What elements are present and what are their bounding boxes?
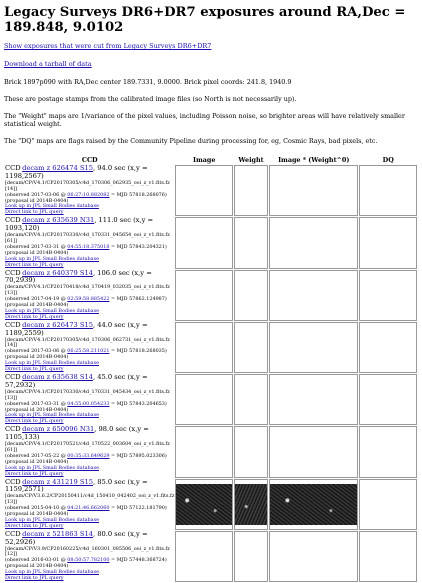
ccd-file-path: [decam/CP/V4.1/CP20170305/c4d_170306_062935_ooi_z_v1.fits.fz [14]] xyxy=(5,179,170,192)
ccd-exposure: , 94.0 sec (x,y = 1198,2567) xyxy=(5,164,148,180)
table-row xyxy=(5,374,417,425)
obs-prefix: (observed 2015-04-10 @ xyxy=(5,505,68,512)
ccd-info-cell xyxy=(5,479,174,530)
ccd-exposure: , 111.0 sec (x,y = 1093,120) xyxy=(5,216,154,233)
dq-cell xyxy=(359,479,417,530)
proposal-id: (proposal id 2014B-0404) xyxy=(5,354,69,361)
image-weight-cell xyxy=(269,217,358,268)
image-weight-cell xyxy=(269,479,358,530)
ccd-link[interactable]: decam z 626474 S15 xyxy=(22,164,94,172)
ccd-exposure: , 106.0 sec (x,y = 70,2939) xyxy=(5,268,152,285)
ccd-link[interactable]: decam z 431219 S15 xyxy=(22,477,94,486)
image-cell xyxy=(175,322,233,373)
dq-cell xyxy=(359,374,417,425)
weight-cell xyxy=(234,374,268,425)
proposal-id: (proposal id 2014B-0404) xyxy=(5,458,69,465)
image-cell xyxy=(175,165,233,216)
obs-suffix: = MJD 57895.023306) xyxy=(109,452,167,459)
obs-suffix: = MJD 57818.268035) xyxy=(109,348,167,355)
obs-time-link[interactable]: 00:35:33.649629 xyxy=(67,452,110,459)
obs-prefix: (observed 2016-03-01 @ xyxy=(5,557,68,564)
obs-suffix: = MJD 57122.181790) xyxy=(109,505,167,512)
table-row xyxy=(5,322,417,373)
proposal-id: (proposal id 2014B-0404) xyxy=(5,406,69,413)
dq-cell xyxy=(359,426,417,477)
header-image-weight: Image * (Weight^0) xyxy=(278,155,350,164)
ccd-file-path: [decam/CP/V4.1/CP20170330/c4d_170331_045434_ooi_z_v1.fits.fz [13]] xyxy=(5,388,170,401)
jpl-lookup-link[interactable]: Look up in JPL Small Bodies database xyxy=(5,255,99,262)
obs-suffix: = MJD 57843.204321) xyxy=(109,243,167,250)
ccd-link[interactable]: decam z 635638 S14 xyxy=(22,373,94,381)
jpl-direct-link[interactable]: Direct link to JPL query xyxy=(5,418,64,425)
ccd-link[interactable]: decam z 626473 S15 xyxy=(22,320,94,329)
ccd-label: CCD xyxy=(5,373,21,381)
weight-cell xyxy=(234,322,268,373)
obs-prefix: (observed 2017-03-31 @ xyxy=(5,243,68,250)
table-row xyxy=(5,531,417,582)
brick-info: Brick 1897p090 with RA,Dec center 189.7331, 9.0000. Brick pixel coords: 241.8, 1940.9 xyxy=(4,78,292,86)
obs-suffix: = MJD 57862.124987) xyxy=(109,296,167,303)
ccd-link[interactable]: decam z 635639 N31 xyxy=(22,216,95,225)
weight-cell xyxy=(234,270,268,321)
obs-time-link[interactable]: 04:55:18.375018 xyxy=(67,243,110,250)
jpl-direct-link[interactable]: Direct link to JPL query xyxy=(5,209,64,216)
obs-time-link[interactable]: 02:59:58.885422 xyxy=(67,296,110,303)
table-row xyxy=(5,479,417,530)
exposures-table xyxy=(4,154,418,583)
image-cell xyxy=(175,374,233,425)
obs-prefix: (observed 2017-03-31 @ xyxy=(5,400,68,407)
jpl-direct-link[interactable]: Direct link to JPL query xyxy=(5,366,64,373)
ccd-label: CCD xyxy=(5,477,21,486)
ccd-file-path: [decam/CP/V4.1/CP20170330/c4d_170331_045654_ooi_z_v1.fits.fz [61]] xyxy=(5,232,170,244)
table-header-row xyxy=(5,155,417,164)
image-weight-cell xyxy=(269,531,358,582)
ccd-exposure: , 98.0 sec (x,y = 1105,133) xyxy=(5,425,149,442)
ccd-exposure: , 45.0 sec (x,y = 57,2932) xyxy=(5,373,148,389)
ccd-label: CCD xyxy=(5,216,21,225)
proposal-id: (proposal id 2014B-0404) xyxy=(5,302,69,309)
download-tarball-link[interactable]: Download a tarball of data xyxy=(4,60,92,68)
ccd-file-path: [decam/CP/V4.1/CP20170305/c4d_170306_062731_ooi_z_v1.fits.fz [14]] xyxy=(5,336,170,349)
dq-cell xyxy=(359,217,417,268)
image-weight-cell xyxy=(269,165,358,216)
ccd-info-cell xyxy=(5,322,174,373)
obs-time-link[interactable]: 04:21:46.662060 xyxy=(67,505,110,512)
jpl-direct-link[interactable]: Direct link to JPL query xyxy=(5,470,64,477)
ccd-link[interactable]: decam z 521863 S14 xyxy=(22,529,94,538)
image-cell xyxy=(175,426,233,477)
obs-suffix: = MJD 57843.204653) xyxy=(109,400,167,407)
weight-cell xyxy=(234,217,268,268)
ccd-info-cell xyxy=(5,426,174,477)
image-weight-cell xyxy=(269,374,358,425)
page-title: Legacy Surveys DR6+DR7 exposures around RA,Dec = 189.848, 9.0102 xyxy=(4,5,406,35)
table-row xyxy=(5,217,417,268)
jpl-direct-link[interactable]: Direct link to JPL query xyxy=(5,313,64,320)
ccd-exposure: , 80.0 sec (x,y = 52,2926) xyxy=(5,529,148,546)
proposal-id: (proposal id 2014B-0404) xyxy=(5,197,69,204)
jpl-lookup-link[interactable]: Look up in JPL Small Bodies database xyxy=(5,203,99,210)
weight-stamp xyxy=(235,484,267,525)
ccd-label: CCD xyxy=(5,425,21,434)
cutout-exposures-link[interactable]: Show exposures that were cut from Legacy Surveys DR6+DR7 xyxy=(4,42,212,50)
jpl-lookup-link[interactable]: Look up in JPL Small Bodies database xyxy=(5,464,99,471)
weight-cell xyxy=(234,531,268,582)
ccd-label: CCD xyxy=(5,529,21,538)
weight-cell xyxy=(234,165,268,216)
table-row xyxy=(5,165,417,216)
jpl-lookup-link[interactable]: Look up in JPL Small Bodies database xyxy=(5,307,99,314)
jpl-lookup-link[interactable]: Look up in JPL Small Bodies database xyxy=(5,516,99,523)
image-weight-cell xyxy=(269,270,358,321)
weight-cell xyxy=(234,479,268,530)
image-cell xyxy=(175,479,233,530)
obs-suffix: = MJD 57818.268076) xyxy=(109,191,167,198)
weight-info: The "Weight" maps are 1/variance of the pixel values, including Poisson noise, so brighter areas will have relatively smaller statistical weight. xyxy=(4,112,405,128)
jpl-lookup-link[interactable]: Look up in JPL Small Bodies database xyxy=(5,360,99,367)
obs-prefix: (observed 2017-03-06 @ xyxy=(5,348,68,355)
header-ccd: CCD xyxy=(81,155,98,164)
ccd-link[interactable]: decam z 650096 N31 xyxy=(22,425,95,434)
ccd-file-path: [decam/CP/V3.6.2/CP20150411/c4d_150410_042402_ooi_z_v1.fits.fz [13]] xyxy=(5,493,175,506)
obs-time-link[interactable]: 08:50:57.782100 xyxy=(67,557,110,564)
dq-cell xyxy=(359,322,417,373)
ccd-info-cell xyxy=(5,165,174,216)
weight-cell xyxy=(234,426,268,477)
image-cell xyxy=(175,217,233,268)
image-cell xyxy=(175,531,233,582)
jpl-direct-link[interactable]: Direct link to JPL query xyxy=(5,575,64,582)
ccd-info-cell xyxy=(5,270,174,321)
ccd-exposure: , 44.0 sec (x,y = 1189,2559) xyxy=(5,320,148,337)
table-row xyxy=(5,426,417,477)
obs-prefix: (observed 2017-03-06 @ xyxy=(5,191,68,198)
image-stamp xyxy=(176,484,232,525)
ccd-info-cell xyxy=(5,217,174,268)
obs-time-link[interactable]: 06:27:10.882082 xyxy=(67,191,110,198)
ccd-info-cell xyxy=(5,531,174,582)
proposal-id: (proposal id 2014B-0404) xyxy=(5,249,69,256)
ccd-file-path: [decam/CP/V3.9/CP20160225/c4d_160301_085506_ooi_z_v1.fits.fz [12]] xyxy=(5,545,170,558)
ccd-file-path: [decam/CP/V4.1/CP20170418/c4d_170419_032035_ooi_z_v1.fits.fz [13]] xyxy=(5,284,170,297)
ccd-label: CCD xyxy=(5,164,21,172)
header-dq: DQ xyxy=(382,155,394,164)
image-weight-stamp xyxy=(270,484,357,525)
dq-cell xyxy=(359,270,417,321)
dq-cell xyxy=(359,531,417,582)
image-cell xyxy=(175,270,233,321)
jpl-lookup-link[interactable]: Look up in JPL Small Bodies database xyxy=(5,412,99,419)
ccd-label: CCD xyxy=(5,320,21,329)
ccd-info-cell xyxy=(5,374,174,425)
obs-prefix: (observed 2017-05-22 @ xyxy=(5,452,68,459)
obs-suffix: = MJD 57448.368724) xyxy=(109,557,167,564)
jpl-lookup-link[interactable]: Look up in JPL Small Bodies database xyxy=(5,569,99,576)
ccd-link[interactable]: decam z 640379 S14 xyxy=(22,268,94,277)
proposal-id: (proposal id 2014B-0404) xyxy=(5,563,69,570)
obs-time-link[interactable]: 04:55:00.054233 xyxy=(67,400,110,407)
header-weight: Weight xyxy=(238,155,264,164)
proposal-id: (proposal id 2014B-0404) xyxy=(5,511,69,518)
ccd-file-path: [decam/CP/V4.1/CP20170521/c4d_170522_003604_ooi_z_v1.fits.fz [61]] xyxy=(5,441,170,453)
header-image: Image xyxy=(193,155,216,164)
ccd-exposure: , 85.0 sec (x,y = 1159,2571) xyxy=(5,477,148,494)
image-weight-cell xyxy=(269,426,358,477)
ccd-label: CCD xyxy=(5,268,21,277)
obs-time-link[interactable]: 06:25:58.211021 xyxy=(67,348,110,355)
dq-cell xyxy=(359,165,417,216)
table-row xyxy=(5,270,417,321)
stamps-info: These are postage stamps from the calibrated image files (so North is not necessarily up). xyxy=(4,95,297,103)
dq-info: The "DQ" maps are flags raised by the Community Pipeline during processing for, eg, Cosmic Rays, bad pixels, etc. xyxy=(4,137,378,145)
obs-prefix: (observed 2017-04-19 @ xyxy=(5,296,68,303)
jpl-direct-link[interactable]: Direct link to JPL query xyxy=(5,261,64,268)
image-weight-cell xyxy=(269,322,358,373)
jpl-direct-link[interactable]: Direct link to JPL query xyxy=(5,522,64,529)
